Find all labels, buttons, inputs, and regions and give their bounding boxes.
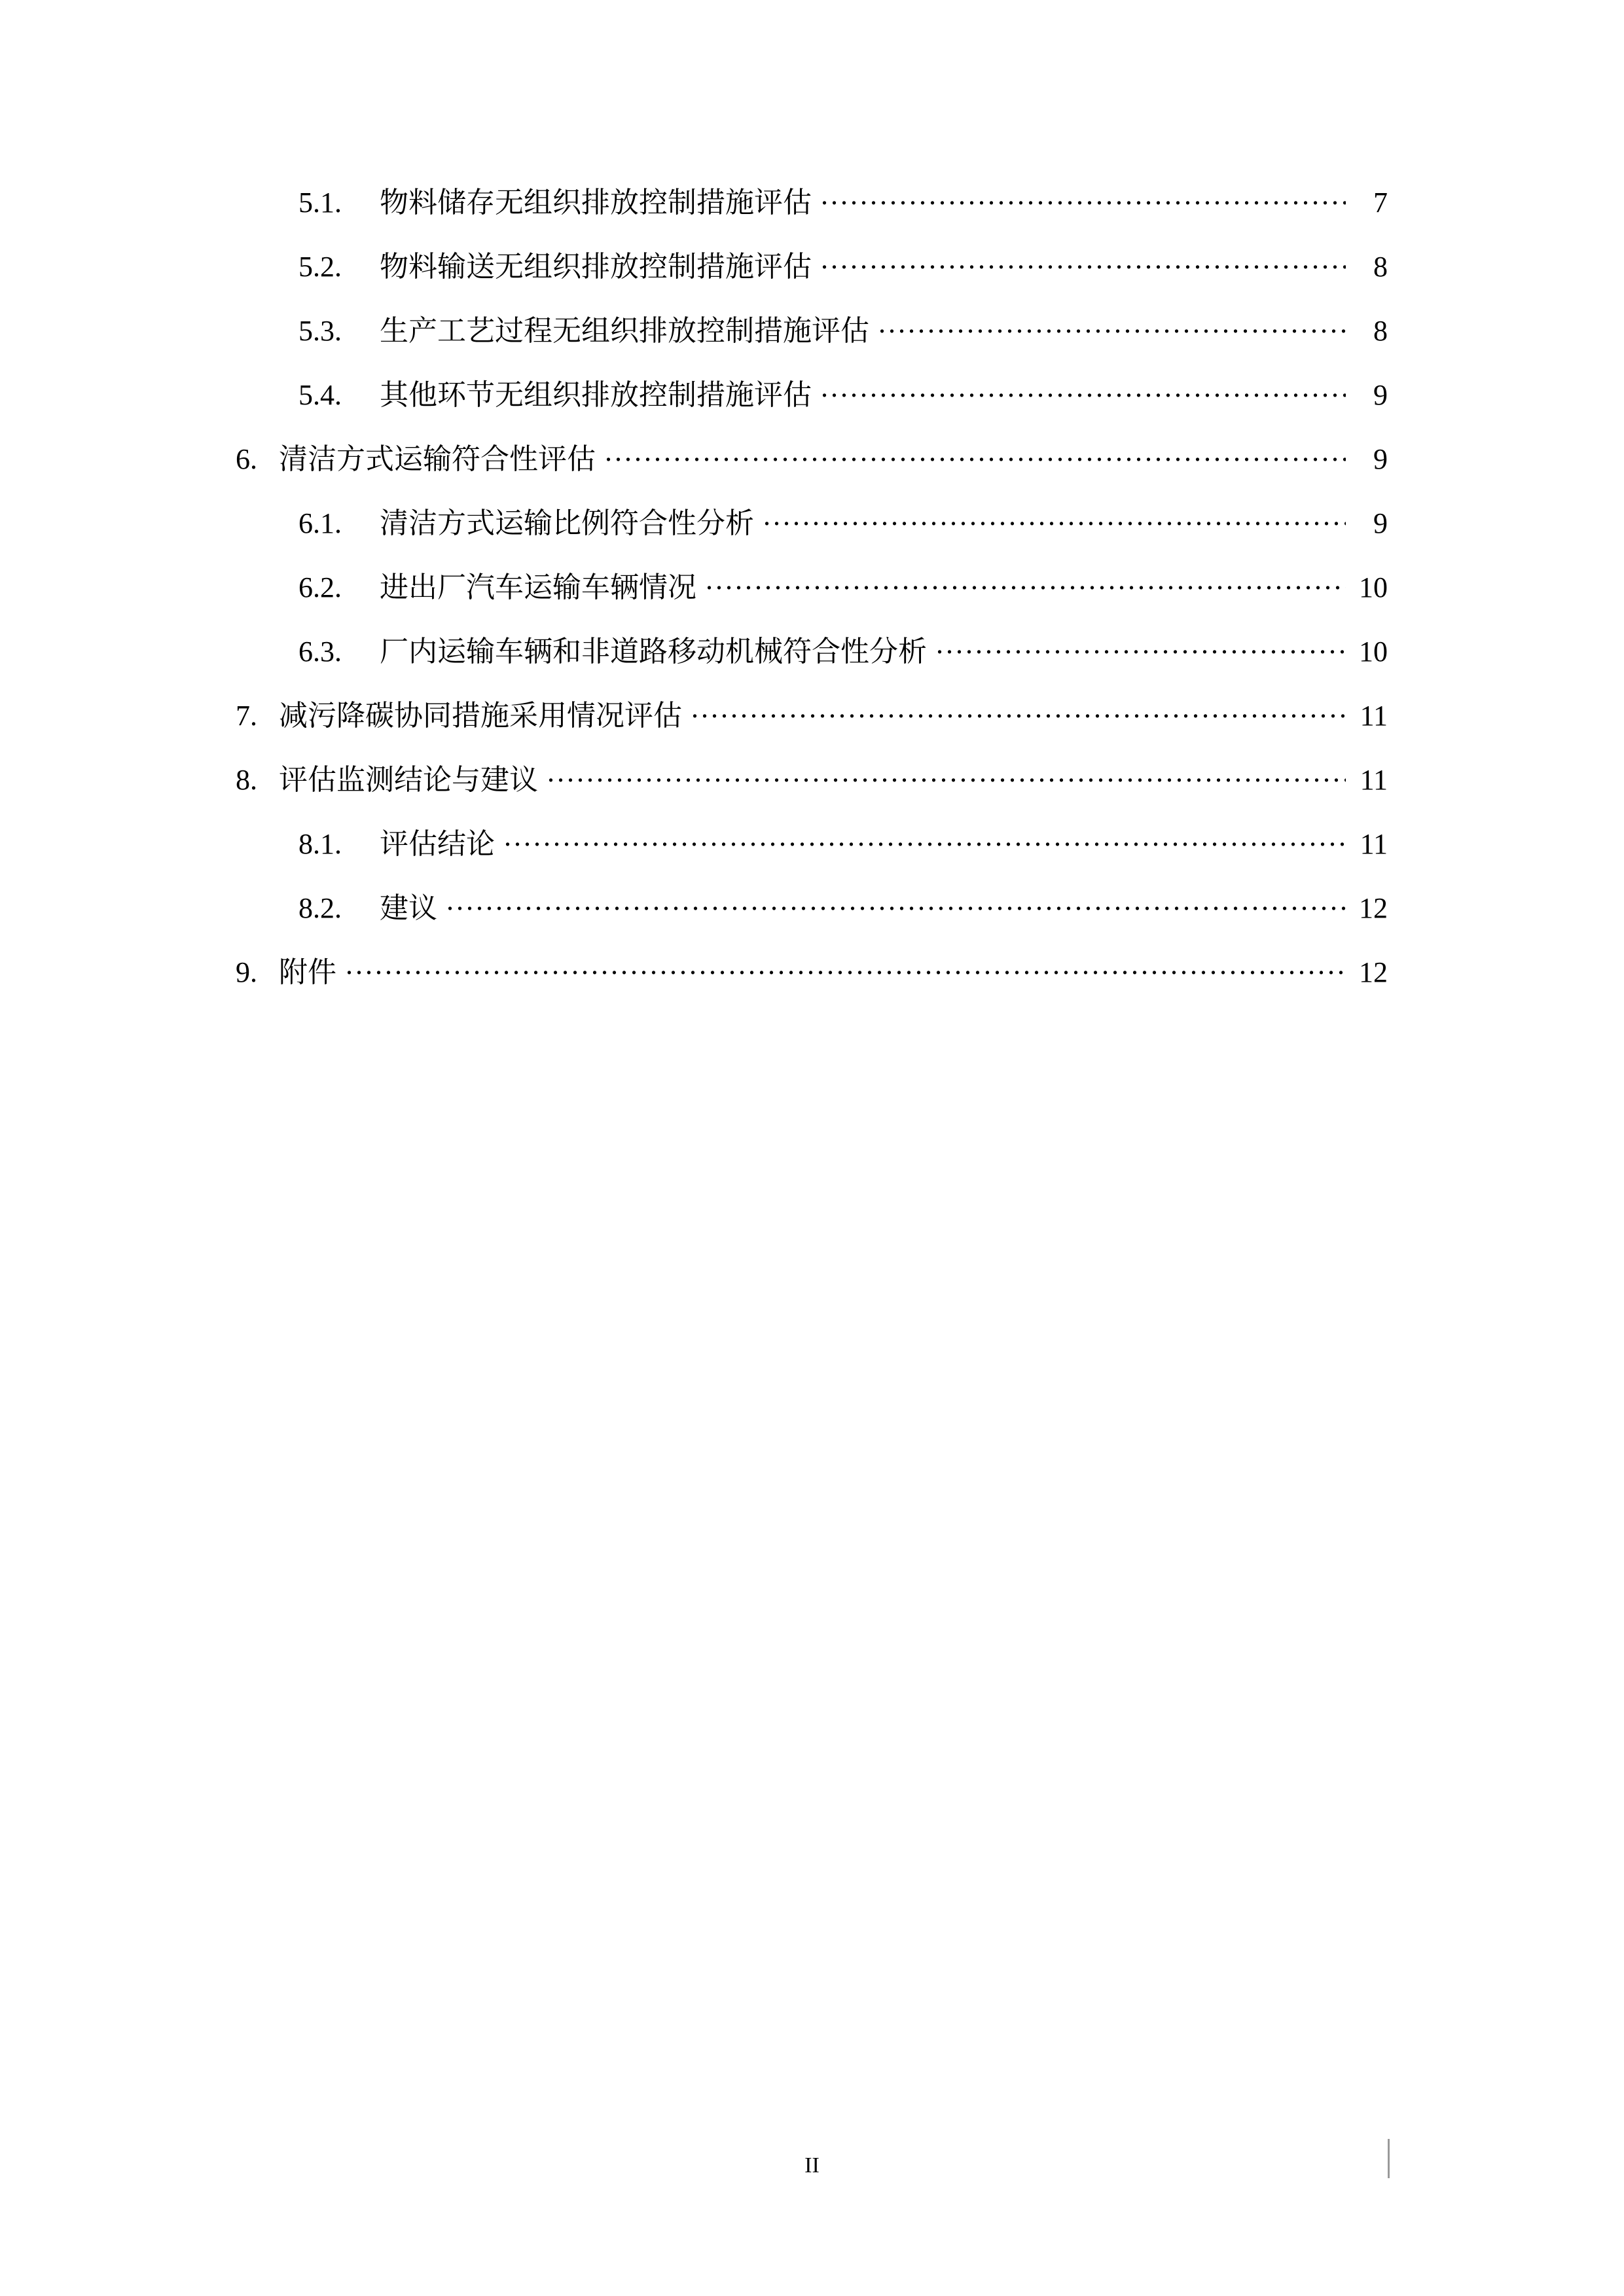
toc-leader-dots — [691, 696, 1346, 725]
toc-leader-dots — [821, 376, 1346, 404]
toc-entry-title: 减污降碳协同措施采用情况评估 — [279, 700, 682, 732]
toc-entry[interactable] — [236, 632, 1388, 666]
toc-entry[interactable] — [236, 568, 1388, 602]
toc-entry[interactable] — [236, 761, 1388, 795]
page-edge-mark — [1388, 2139, 1390, 2178]
toc-entry-number: 5.2. — [298, 251, 342, 283]
toc-entry-number: 9. — [236, 956, 257, 988]
toc-leader-dots — [547, 761, 1346, 789]
toc-entry-number: 6.3. — [298, 636, 342, 668]
table-of-contents — [236, 183, 1388, 1017]
toc-entry-number: 5.1. — [298, 187, 342, 219]
toc-leader-dots — [504, 825, 1346, 853]
toc-entry-title: 物料输送无组织排放控制措施评估 — [380, 251, 812, 283]
toc-entry-title: 清洁方式运输符合性评估 — [279, 443, 596, 475]
toc-leader-dots — [821, 183, 1346, 212]
toc-entry-title: 建议 — [380, 892, 437, 924]
toc-entry-number: 5.3. — [298, 315, 342, 347]
toc-entry-page: 9 — [1373, 379, 1388, 411]
toc-entry-title: 评估监测结论与建议 — [279, 764, 538, 796]
toc-leader-dots — [878, 312, 1346, 340]
toc-entry-page: 11 — [1360, 764, 1388, 796]
toc-entry-title: 物料储存无组织排放控制措施评估 — [380, 187, 812, 219]
toc-entry-number: 8. — [236, 764, 257, 796]
toc-leader-dots — [821, 247, 1346, 276]
toc-entry-page: 11 — [1360, 700, 1388, 732]
toc-entry[interactable] — [236, 183, 1388, 217]
toc-entry-title: 清洁方式运输比例符合性分析 — [380, 507, 754, 539]
toc-entry-title: 评估结论 — [380, 828, 495, 860]
toc-entry-page: 9 — [1373, 507, 1388, 539]
toc-entry-title: 厂内运输车辆和非道路移动机械符合性分析 — [380, 636, 927, 668]
toc-entry[interactable] — [236, 312, 1388, 346]
toc-leader-dots — [446, 889, 1346, 918]
toc-entry-title: 附件 — [279, 956, 336, 988]
page-number-footer: II — [804, 2153, 820, 2178]
toc-entry-page: 11 — [1360, 828, 1388, 860]
toc-entry-number: 6.2. — [298, 571, 342, 603]
toc-entry-number: 7. — [236, 700, 257, 732]
toc-entry-number: 8.2. — [298, 892, 342, 924]
toc-entry[interactable] — [236, 440, 1388, 474]
toc-entry-number: 6. — [236, 443, 257, 475]
toc-leader-dots — [605, 440, 1346, 469]
toc-entry[interactable] — [236, 696, 1388, 730]
toc-entry[interactable] — [236, 825, 1388, 859]
toc-leader-dots — [936, 632, 1346, 661]
toc-leader-dots — [763, 504, 1346, 533]
toc-leader-dots — [346, 953, 1346, 982]
toc-entry[interactable] — [236, 376, 1388, 410]
toc-entry-page: 10 — [1359, 571, 1388, 603]
toc-entry-number: 8.1. — [298, 828, 342, 860]
toc-entry[interactable] — [236, 953, 1388, 987]
toc-entry-title: 进出厂汽车运输车辆情况 — [380, 571, 696, 603]
toc-entry[interactable] — [236, 504, 1388, 538]
toc-entry[interactable] — [236, 247, 1388, 281]
toc-entry-number: 6.1. — [298, 507, 342, 539]
toc-entry-title: 其他环节无组织排放控制措施评估 — [380, 379, 812, 411]
toc-entry-page: 10 — [1359, 636, 1388, 668]
toc-entry-page: 7 — [1373, 187, 1388, 219]
toc-entry-page: 8 — [1373, 315, 1388, 347]
toc-entry-title: 生产工艺过程无组织排放控制措施评估 — [380, 315, 869, 347]
toc-entry-page: 8 — [1373, 251, 1388, 283]
toc-entry-page: 12 — [1359, 956, 1388, 988]
toc-entry-number: 5.4. — [298, 379, 342, 411]
toc-leader-dots — [706, 568, 1346, 597]
toc-entry-page: 9 — [1373, 443, 1388, 475]
toc-entry-page: 12 — [1359, 892, 1388, 924]
toc-entry[interactable] — [236, 889, 1388, 923]
